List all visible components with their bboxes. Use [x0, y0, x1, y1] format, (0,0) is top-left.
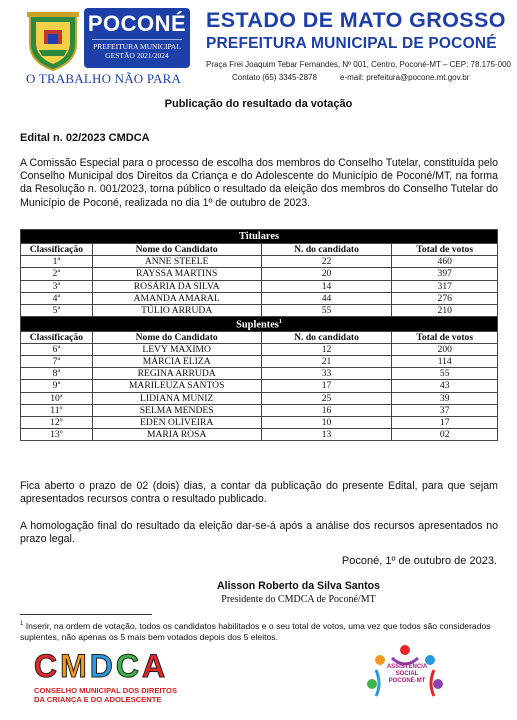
- titulares-band: [21, 230, 498, 244]
- header-classificacao: Classificação: [21, 331, 93, 343]
- table-row: [21, 368, 498, 380]
- cell-votos: 39: [392, 392, 498, 404]
- results-table: [20, 229, 498, 441]
- letterhead: [0, 0, 517, 92]
- cell-classificacao: 8ª: [21, 368, 93, 380]
- edital-number: Edital n. 02/2023 CMDCA: [20, 132, 150, 144]
- cell-votos: 276: [392, 292, 498, 304]
- cmdca-letter: M: [60, 648, 90, 684]
- cell-numero: 33: [261, 368, 392, 380]
- cell-nome: TÚLIO ARRUDA: [92, 304, 261, 316]
- cell-votos: 397: [392, 268, 498, 280]
- cell-numero: 10: [261, 416, 392, 428]
- signer-role: Presidente do CMDCA de Poconé/MT: [221, 594, 376, 605]
- cell-classificacao: 5ª: [21, 304, 93, 316]
- table-row: [21, 429, 498, 441]
- table-row: [21, 416, 498, 428]
- header-votos: Total de votos: [392, 331, 498, 343]
- cell-classificacao: 4ª: [21, 292, 93, 304]
- cell-votos: 17: [392, 416, 498, 428]
- cell-numero: 21: [261, 355, 392, 367]
- cell-votos: 55: [392, 368, 498, 380]
- cell-classificacao: 13º: [21, 429, 93, 441]
- cell-votos: 317: [392, 280, 498, 292]
- prefecture-title: PREFEITURA MUNICIPAL DE POCONÉ: [206, 35, 497, 52]
- homologation-paragraph: A homologação final do resultado da eleição dar-se-á após a análise dos recursos apresentados no prazo legal.: [20, 520, 498, 546]
- cell-nome: SELMA MENDES: [92, 404, 261, 416]
- titulares-section: [21, 230, 498, 317]
- cmdca-logo: [34, 648, 220, 684]
- cell-votos: 43: [392, 380, 498, 392]
- header-nome: Nome do Candidato: [92, 244, 261, 256]
- cell-votos: 02: [392, 429, 498, 441]
- footnote-divider: [20, 614, 152, 615]
- municipal-crest-icon: [26, 10, 80, 72]
- place-date: Poconé, 1º de outubro de 2023.: [341, 555, 497, 567]
- cell-classificacao: 6ª: [21, 343, 93, 355]
- cmdca-letter: C: [34, 648, 61, 684]
- cell-classificacao: 7ª: [21, 355, 93, 367]
- cell-nome: ROSÁRIA DA SILVA: [92, 280, 261, 292]
- intro-paragraph: A Comissão Especial para o processo de escolha dos membros do Conselho Tutelar, constituída pelo Conselho Municipal dos Direitos da Criança e do Adolescente do Município de Poconé/MT, na forma da Resolução n. 001/2023, torna público o resultado da eleição dos membros do Conselho Tutelar do Município de Poconé, realizada no dia 1º de outubro de 2023.: [20, 157, 498, 209]
- cmdca-subtitle: [34, 686, 224, 704]
- document-title: Publicação do resultado da votação: [164, 98, 353, 110]
- cmdca-letter: D: [89, 648, 116, 684]
- signer-name: Alisson Roberto da Silva Santos: [216, 580, 381, 592]
- cmdca-letter: C: [115, 648, 142, 684]
- cell-classificacao: 11º: [21, 404, 93, 416]
- cell-nome: LIDIANA MUNIZ: [92, 392, 261, 404]
- cell-classificacao: 2ª: [21, 268, 93, 280]
- cell-numero: 55: [261, 304, 392, 316]
- assist-line3: POCONÉ-MT: [388, 678, 426, 684]
- cell-classificacao: 1ª: [21, 256, 93, 268]
- cell-numero: 14: [261, 280, 392, 292]
- cell-numero: 44: [261, 292, 392, 304]
- address: Praça Frei Joaquim Tebar Fernandes, Nº 001, Centro, Poconé-MT – CEP: 78.175-000: [206, 60, 512, 69]
- cell-nome: MARIA ROSA: [92, 429, 261, 441]
- suplentes-label: Suplentes: [236, 319, 279, 331]
- cell-votos: 114: [392, 355, 498, 367]
- table-row: [21, 380, 498, 392]
- table-row: [21, 268, 498, 280]
- cell-nome: LEVY MAXIMO: [92, 343, 261, 355]
- cell-nome: ANNE STEELE: [92, 256, 261, 268]
- header-votos: Total de votos: [392, 244, 498, 256]
- suplentes-footnote-mark: 1: [278, 319, 282, 326]
- cmdca-subtitle-line1: CONSELHO MUNICIPAL DOS DIREITOS: [34, 686, 178, 695]
- table-row: [21, 355, 498, 367]
- cmdca-letter: A: [141, 648, 169, 684]
- cell-classificacao: 10ª: [21, 392, 93, 404]
- table-row: [21, 404, 498, 416]
- logo-term: GESTÃO 2021/2024: [105, 51, 169, 60]
- cell-votos: 210: [392, 304, 498, 316]
- cell-numero: 13: [261, 429, 392, 441]
- footnote-mark: 1: [20, 621, 24, 627]
- table-row: [21, 280, 498, 292]
- header-classificacao: Classificação: [21, 244, 93, 256]
- cell-numero: 20: [261, 268, 392, 280]
- header-nome: Nome do Candidato: [92, 331, 261, 343]
- cmdca-subtitle-line2: DA CRIANÇA E DO ADOLESCENTE: [34, 695, 162, 704]
- logo-subtitle: PREFEITURA MUNICIPAL: [92, 39, 182, 51]
- contact-phone: Contato (65) 3345-2878: [232, 73, 317, 82]
- cell-nome: EDEN OLIVEIRA: [92, 416, 261, 428]
- table-row: [21, 256, 498, 268]
- slogan: O TRABALHO NÃO PARA: [26, 71, 182, 86]
- cell-nome: MARILEUZA SANTOS: [92, 380, 261, 392]
- cell-numero: 12: [261, 343, 392, 355]
- contact-email: e-mail: prefeitura@pocone.mt.gov.br: [340, 73, 470, 82]
- cell-nome: AMANDA AMARAL: [92, 292, 261, 304]
- suplentes-section: [21, 317, 498, 441]
- cell-numero: 25: [261, 392, 392, 404]
- cell-numero: 16: [261, 404, 392, 416]
- assist-line1: ASSISTÊNCIA: [386, 664, 428, 670]
- state-title: ESTADO DE MATO GROSSO: [206, 8, 506, 32]
- titulares-header-row: [21, 244, 498, 256]
- assist-line2: SOCIAL: [395, 671, 419, 677]
- header-numero: N. do candidato: [261, 331, 392, 343]
- header-numero: N. do candidato: [261, 244, 392, 256]
- social-assistance-text: [376, 664, 438, 685]
- cell-classificacao: 3ª: [21, 280, 93, 292]
- table-row: [21, 304, 498, 316]
- footnote-text: Inserir, na ordem de votação, todos os candidatos habilitados e o seu total de votos, uma vez que todos são considerados suplentes, não apenas os 5 mais bem votados depois dos 5 eleitos.: [20, 620, 491, 642]
- cell-nome: MÁRCIA ELIZA: [92, 355, 261, 367]
- cell-numero: 22: [261, 256, 392, 268]
- cell-numero: 17: [261, 380, 392, 392]
- table-row: [21, 343, 498, 355]
- cell-votos: 37: [392, 404, 498, 416]
- cell-votos: 200: [392, 343, 498, 355]
- cell-nome: RAYSSA MARTINS: [92, 268, 261, 280]
- suplentes-label-cell: [21, 317, 498, 331]
- suplentes-band: [21, 317, 498, 331]
- appeal-paragraph: Fica aberto o prazo de 02 (dois) dias, a contar da publicação do presente Edital, para que sejam apresentados recursos contra o resultado publicado.: [20, 480, 498, 506]
- cell-votos: 460: [392, 256, 498, 268]
- cell-nome: REGINA ARRUDA: [92, 368, 261, 380]
- suplentes-header-row: [21, 331, 498, 343]
- cell-classificacao: 12º: [21, 416, 93, 428]
- table-row: [21, 392, 498, 404]
- logo-main-text: POCONÉ: [87, 11, 187, 36]
- pocone-logo: [84, 8, 190, 68]
- table-row: [21, 292, 498, 304]
- titulares-label: Titulares: [21, 230, 498, 244]
- cell-classificacao: 9ª: [21, 380, 93, 392]
